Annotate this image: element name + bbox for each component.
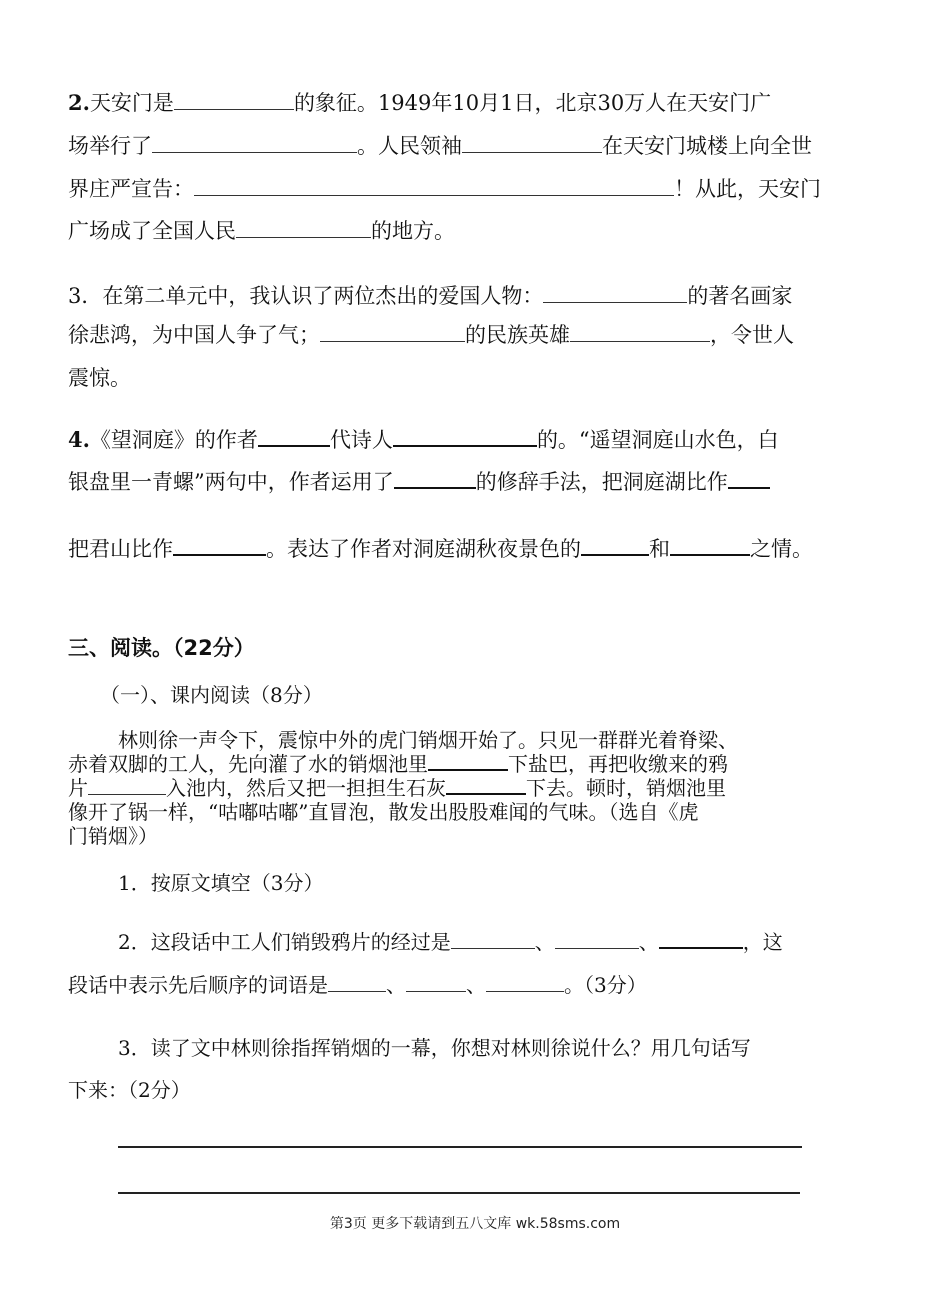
q2-number: 2. (68, 90, 90, 115)
page-footer: 第3页 更多下载请到五八文库 wk.58sms.com (329, 1216, 621, 1232)
blank[interactable] (670, 534, 750, 556)
q2-line-4: 广场成了全国人民 的地方。 (68, 219, 455, 243)
blank[interactable] (581, 534, 649, 556)
passage-line-2: 赤着双脚的工人，先向灌了水的销烟池里 下盐巴，再把收缴来的鸦 (68, 752, 728, 776)
section-3-title: 三、阅读。（22分） (68, 636, 255, 660)
blank[interactable] (328, 971, 386, 992)
reading-q3-line-2: 下来：（2分） (68, 1078, 191, 1102)
q4-line-1: 4.《望洞庭》的作者 代诗人 的。“遥望洞庭山水色，白 (68, 427, 779, 452)
blank[interactable] (173, 534, 266, 556)
blank[interactable] (88, 777, 166, 795)
q4-number: 4. (68, 427, 90, 452)
subsection-title: （一）、课内阅读（8分） (100, 683, 323, 707)
blank[interactable] (428, 752, 508, 771)
q3-line-1: 3．在第二单元中，我认识了两位杰出的爱国人物： 的著名画家 (68, 284, 793, 308)
blank[interactable] (543, 282, 687, 303)
blank[interactable] (570, 321, 710, 342)
blank[interactable] (451, 928, 535, 949)
blank[interactable] (394, 467, 476, 489)
reading-q1: 1．按原文填空（3分） (118, 871, 324, 895)
blank[interactable] (258, 425, 330, 447)
blank[interactable] (555, 928, 639, 949)
passage-line-3: 片 入池内，然后又把一担担生石灰 下去。顿时，销烟池里 (68, 776, 726, 800)
q2-line-3: 界庄严宣告： ！从此，天安门 (68, 177, 821, 201)
blank[interactable] (320, 321, 465, 342)
reading-q3-line-1: 3．读了文中林则徐指挥销烟的一幕，你想对林则徐说什么？用几句话写 (118, 1036, 751, 1060)
q3-line-2: 徐悲鸿，为中国人争了气； 的民族英雄 ，令世人 (68, 323, 794, 347)
answer-line-2[interactable] (118, 1192, 800, 1194)
blank[interactable] (174, 89, 294, 110)
blank[interactable] (236, 217, 371, 238)
q2-line-2: 场举行了 。人民领袖 在天安门城楼上向全世 (68, 134, 812, 158)
blank[interactable] (393, 425, 537, 447)
blank[interactable] (446, 776, 526, 795)
blank[interactable] (406, 971, 466, 992)
blank[interactable] (659, 927, 743, 949)
passage-line-4: 像开了锅一样，“咕嘟咕嘟”直冒泡，散发出股股难闻的气味。（选自《虎 (68, 800, 699, 824)
q4-line-3: 把君山比作 。表达了作者对洞庭湖秋夜景色的 和 之情。 (68, 534, 813, 564)
passage-line-5: 门销烟》） (68, 824, 158, 848)
answer-line-1[interactable] (118, 1146, 802, 1148)
passage-line-1: 林则徐一声令下，震惊中外的虎门销烟开始了。只见一群群光着脊梁、 (118, 728, 738, 752)
q3-line-3: 震惊。 (68, 366, 131, 390)
reading-q2-line-2: 段话中表示先后顺序的词语是 、 、 。（3分） (68, 973, 647, 997)
reading-q2-line-1: 2．这段话中工人们销毁鸦片的经过是 、 、 ，这 (118, 927, 783, 957)
blank[interactable] (462, 132, 602, 153)
blank[interactable] (486, 971, 564, 992)
q4-line-2: 银盘里一青螺”两句中，作者运用了 的修辞手法，把洞庭湖比作 (68, 467, 770, 497)
blank[interactable] (152, 132, 357, 153)
q2-line-1: 2.天安门是 的象征。1949年10月1日，北京30万人在天安门广 (68, 90, 772, 115)
blank[interactable] (194, 175, 674, 196)
blank[interactable] (728, 467, 770, 489)
